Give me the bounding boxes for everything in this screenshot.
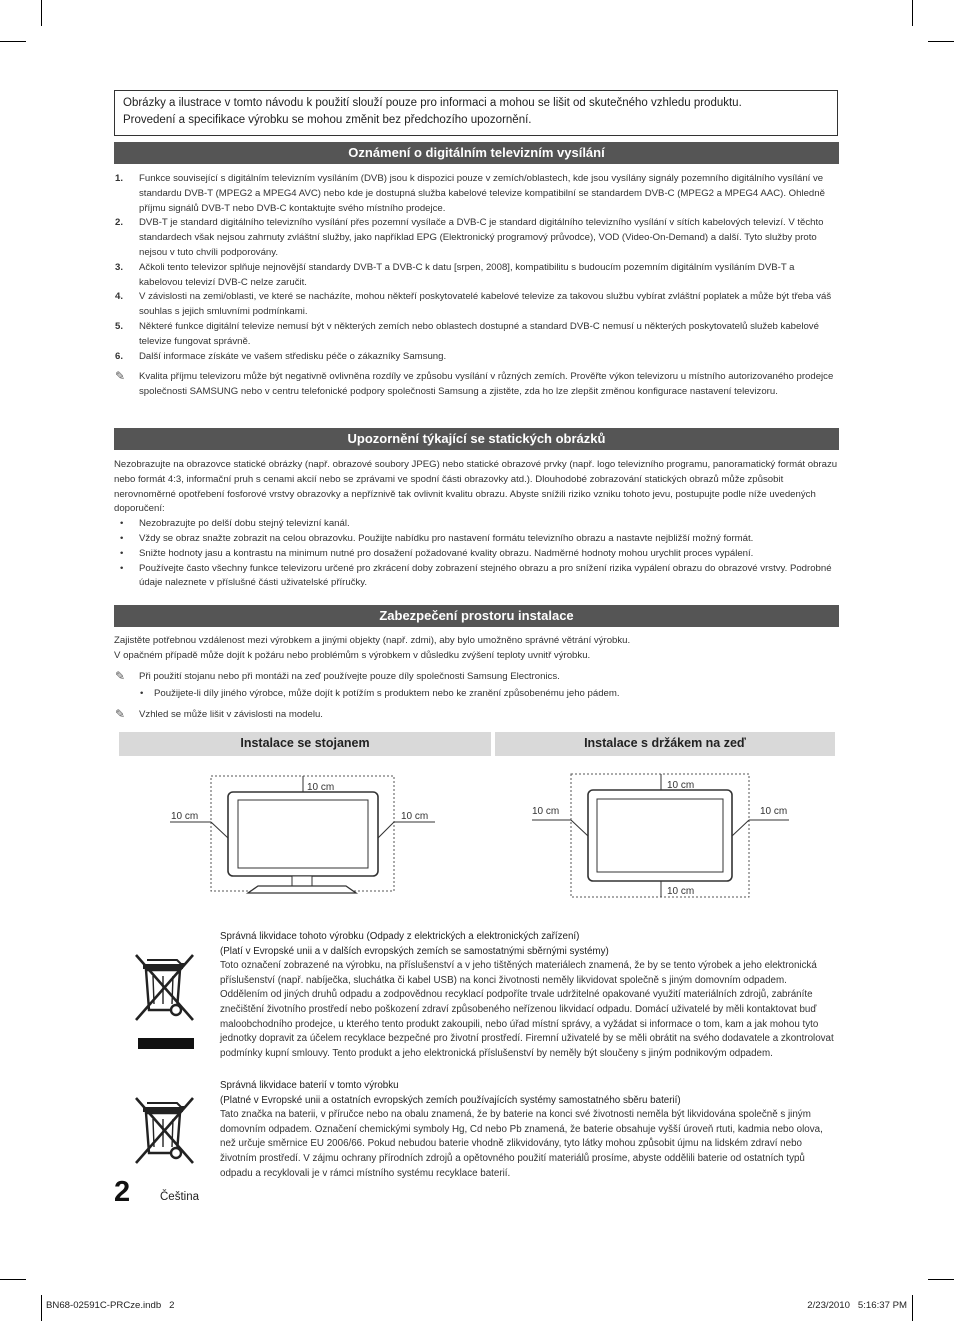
stand-install-diagram xyxy=(160,770,450,900)
tv-stand xyxy=(248,886,356,893)
file-name: BN68-02591C-PRCze.indb 2 xyxy=(46,1300,175,1311)
list-item: 6. Další informace získáte ve vašem středisku péče o zákazníky Samsung. xyxy=(115,350,447,362)
print-timestamp: 2/23/2010 5:16:37 PM xyxy=(807,1300,907,1311)
bullet-icon: • xyxy=(120,532,124,544)
list-item: • Vždy se obraz snažte zobrazit na celou obrazovku. Použijte nabídku pro nastavení formátu televizního obrazu a nastavte nejbližší možný formát. xyxy=(114,532,839,547)
battery-body: Tato značka na baterii, v příručce nebo na obalu znamená, že by baterie na konci své životnosti neměla být likvidována společně s jiným domovním odpadem. Označení chemickými symboly Hg, Cd nebo Pb znamená, že baterie obsahuje vyšší úroveň rtuti, kadmia nebo olova, než určuje směrnice EU 2006/66. Pokud nebudou baterie vhodně zlikvidovány, tyto látky mohou způsobit újmu na lidském zdraví nebo životním prostředí. V zájmu ochrany přírodních zdrojů a opětovného použití materiálů prosíme, abyste oddělili baterie od ostatních typů odpadu a recyklovali je v rámci místního systému recyklace baterií. xyxy=(220,1109,823,1179)
crop-mark xyxy=(0,41,26,42)
list-item: 4. V závislosti na zemi/oblasti, ve které se nacházíte, mohou někteří poskytovatelé kabelové televize za takovou službu vybírat zvláštní poplatek a může být třeba váš souhlas s jejich smluvními podmínkami. xyxy=(115,291,832,318)
distance-label: 10 cm xyxy=(760,806,788,817)
bullet-icon: • xyxy=(120,547,124,559)
notice-box xyxy=(114,90,838,136)
static-content xyxy=(114,458,839,591)
weee-bar-icon xyxy=(138,1038,194,1049)
crop-mark xyxy=(928,1279,954,1280)
list-item: • Používejte často všechny funkce televizoru určené pro zkrácení doby zobrazení stejného obrazu a pro snížení rizika vypálení obrazu do obrazové vrstvy. Podrobné údaje naleznete v příslušné části uživatelské příručky. xyxy=(120,562,832,589)
distance-label: 10 cm xyxy=(667,886,695,897)
section-title-dvb: Oznámení o digitálním televizním vysílání xyxy=(114,142,839,164)
section-title-install: Zabezpečení prostoru instalace xyxy=(114,605,839,627)
pencil-note-icon: ✎ xyxy=(115,668,126,683)
list-item: 1. Funkce související s digitálním televizním vysíláním (DVB) jsou k dispozici pouze v zemích/oblastech, kde jsou vysílány signály pozemního digitálního vysílání ve standardu DVB-T (MPEG2 a MPEG4 AVC) nebo kde je dostupná služba kabelové televize kompatibilní se standardem DVB-C (MPEG2 a MPEG4 AAC). Ohledně příjmu signálů DVB-T nebo DVB-C kontaktujte svého místního prodejce. xyxy=(115,173,825,214)
list-item: • Nezobrazujte po delší dobu stejný televizní kanál. xyxy=(114,517,839,532)
list-item: 5. Některé funkce digitální televize nemusí být v některých zemích nebo oblastech dostupné a standard DVB-C nemusí u některých poskytovatelů služeb kabelové televize fungovat správně. xyxy=(115,320,819,347)
clearance-line xyxy=(211,822,228,838)
distance-label: 10 cm xyxy=(307,782,335,793)
install-line: V opačném případě může dojít k požáru nebo problémům s výrobkem v důsledku zvýšení teploty uvnitř výrobku. xyxy=(114,649,591,661)
bullet-icon: • xyxy=(120,518,124,530)
clearance-line xyxy=(571,820,588,836)
notice-line: Provedení a specifikace výrobku se mohou změnit bez předchozího upozornění. xyxy=(123,114,532,126)
clearance-line xyxy=(732,820,749,836)
section-title-static: Upozornění týkající se statických obrázků xyxy=(114,428,839,450)
distance-label: 10 cm xyxy=(532,806,560,817)
install-note: ✎ Vzhled se může lišit v závislosti na modelu. xyxy=(115,707,323,722)
tv-screen xyxy=(597,799,723,872)
battery-subtitle: (Platné v Evropské unii a ostatních evropských zemích používajících systémy samostatného sběru baterií) xyxy=(220,1094,681,1106)
bullet-icon: • xyxy=(120,562,124,574)
tv-neck xyxy=(292,876,312,886)
crop-mark xyxy=(912,1295,913,1321)
install-note: ✎ Při použití stojanu nebo při montáži na zeď používejte pouze díly společnosti Samsung Electronics. xyxy=(115,668,560,683)
battery-title: Správná likvidace baterií v tomto výrobku xyxy=(220,1080,399,1091)
crop-mark xyxy=(41,0,42,26)
bullet-icon: • xyxy=(140,688,144,700)
distance-label: 10 cm xyxy=(171,811,199,822)
static-intro: Nezobrazujte na obrazovce statické obrázky (např. obrazové soubory JPEG) nebo statické obrazové prvky (např. logo televizního programu, panoramatický formát obrazu nebo formát 4:3, informační pruh s cenami akcií nebo se zprávami ve spodní části obrazovky atd.). Dlouhodobé zobrazování statických obrazů může způsobit nerovnoměrné opotřebení fosforové vrstvy obrazovky a nepříznivě tak ovlivnit kvalitu obrazu. Abyste snížili riziko vzniku tohoto jevu, postupujte podle níže uvedených doporučení: xyxy=(114,459,838,515)
crop-mark xyxy=(0,1279,26,1280)
dvb-note: ✎ Kvalita příjmu televizoru může být negativně ovlivněna rozdíly ve způsobu vysílání v různých zemích. Prověřte výkon televizoru u místního autorizovaného prodejce společnosti SAMSUNG nebo v centru telefonické podpory společnosti Samsung a zjistěte, zda ho lze zlepšit změnou konfigurace nastavení televizoru. xyxy=(115,369,834,398)
install-line: Zajistěte potřebnou vzdálenost mezi výrobkem a jinými objekty (např. zdmi), aby bylo umožněno správné větrání výrobku. xyxy=(114,635,631,646)
stand-install-header: Instalace se stojanem xyxy=(119,732,491,756)
wall-install-diagram xyxy=(525,770,795,900)
battery-text xyxy=(220,1079,836,1181)
language-label: Čeština xyxy=(160,1191,199,1203)
tv-screen xyxy=(238,800,368,868)
battery-bin-icon xyxy=(133,1095,199,1167)
list-item: 2. DVB-T je standard digitálního televizního vysílání přes pozemní vysílače a DVB-C je standard digitálního televizního vysílání v sítích kabelových televizí. V těchto standardech však nejsou zahrnuty zvláštní služby, jako například EPG (Elektronický programový průvodce), VOD (Video-On-Demand) a další. Tyto služby proto nejsou v tuto chvíli podporovány. xyxy=(115,217,824,258)
dvb-list xyxy=(114,172,839,400)
distance-label: 10 cm xyxy=(401,811,429,822)
crop-mark xyxy=(928,41,954,42)
crop-mark xyxy=(41,1295,42,1321)
wall-install-header: Instalace s držákem na zeď xyxy=(495,732,835,756)
distance-label: 10 cm xyxy=(667,780,695,791)
list-item: • Použijete-li díly jiného výrobce, může dojít k potížím s produktem nebo ke zranění způsobenému jeho pádem. xyxy=(114,687,839,702)
pencil-note-icon: ✎ xyxy=(115,369,126,384)
clearance-line xyxy=(378,822,394,838)
weee-text xyxy=(220,930,836,1061)
crop-mark xyxy=(912,0,913,26)
pencil-note-icon: ✎ xyxy=(115,707,126,722)
weee-subtitle: (Platí v Evropské unii a v dalších evropských zemích se samostatnými sběrnými systémy) xyxy=(220,945,609,957)
install-content xyxy=(114,634,839,723)
notice-line: Obrázky a ilustrace v tomto návodu k použití slouží pouze pro informaci a mohou se lišit od skutečného vzhledu produktu. xyxy=(123,97,742,109)
weee-bin-icon xyxy=(133,952,199,1024)
page-number: 2 xyxy=(114,1176,131,1208)
list-item: • Snižte hodnoty jasu a kontrastu na minimum nutné pro dosažení požadované kvality obrazu. Nadměrné hodnoty mohou urychlit proces vypálení. xyxy=(114,547,839,562)
weee-body: Toto označení zobrazené na výrobku, na příslušenství a v jeho tištěných materiálech znamená, že by se tento výrobek a jeho elektronická příslušenství (např. nabíječka, sluchátka či kabel USB) na konci životnosti neměly likvidovat společně s jiným domovním odpadem. Oddělením od jiných druhů odpadu a zodpovědnou recyklací podpoříte trvale udržitelné opakované využití materiálních zdrojů, zabráníte znečištění životního prostředí nebo poškození zdraví způsobeného neřízenou likvidací odpadu. Domácí uživatelé by měli kontaktovat buď maloobchodního prodejce, u kterého tento produkt zakoupili, nebo úřad místní správy, a vyžádat si informace o tom, kam a jak mohou tyto jednotky dopravit za účelem recyklace bezpečné pro životní prostředí. Firemní uživatelé by se měli obrátit na svého dodavatele a zkontrolovat podmínky kupní smlouvy. Tento produkt a jeho elektronická příslušenství by neměly být sloučeny s jiným podnikovým odpadem. xyxy=(220,960,834,1059)
list-item: 3. Ačkoli tento televizor splňuje nejnovější standardy DVB-T a DVB-C k datu [srpen, 2008], kompatibilitu s budoucím pozemním digitálním vysíláním DVB-T a kabelovou televizí DVB-C nelze zaručit. xyxy=(115,261,795,288)
weee-title: Správná likvidace tohoto výrobku (Odpady z elektrických a elektronických zařízení) xyxy=(220,931,580,942)
